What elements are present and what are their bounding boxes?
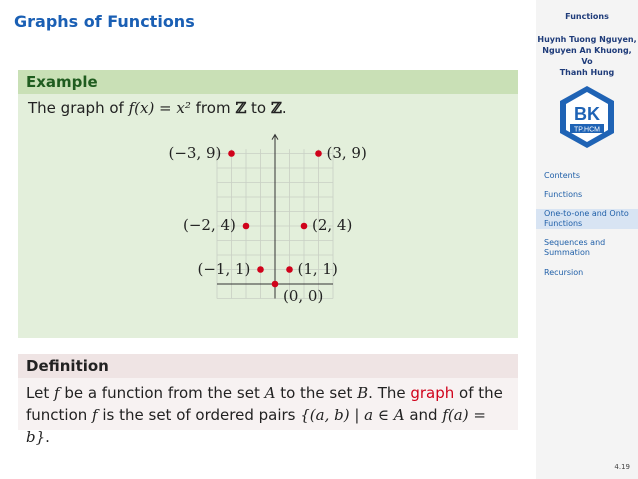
slide-title: Graphs of Functions xyxy=(14,12,195,31)
definition-line-1: Let f be a function from the set A to the set B. The graph of the xyxy=(26,384,503,402)
sidebar xyxy=(536,0,638,479)
graph-point xyxy=(272,281,279,288)
codomain-set: ℤ xyxy=(270,99,282,117)
sidebar-nav-item[interactable]: One-to-one and Onto Functions xyxy=(536,209,638,229)
graph-point xyxy=(286,266,293,273)
point-label: (0, 0) xyxy=(283,287,324,305)
example-text-end: . xyxy=(281,99,287,117)
graph-point xyxy=(257,266,264,273)
sidebar-nav-item[interactable]: Contents xyxy=(544,171,580,180)
page-number: 4.19 xyxy=(614,463,630,471)
point-label: (3, 9) xyxy=(326,143,367,162)
example-text-prefix: The graph of xyxy=(28,99,129,117)
sidebar-nav-item[interactable]: Recursion xyxy=(544,268,584,277)
example-header: Example xyxy=(18,70,518,94)
graph-term: graph xyxy=(410,384,455,402)
svg-text:TP.HCM: TP.HCM xyxy=(574,126,600,134)
graph-point xyxy=(243,223,250,230)
sidebar-authors: Huynh Tuong Nguyen, Nguyen An Khuong, Vo Thanh Hung xyxy=(537,35,637,77)
sidebar-nav-item[interactable]: Functions xyxy=(544,190,583,199)
point-label: (−2, 4) xyxy=(183,216,236,234)
graph-point xyxy=(301,223,308,230)
graph-point xyxy=(315,150,322,157)
domain-set: ℤ xyxy=(235,99,247,117)
point-label: (−1, 1) xyxy=(197,259,251,278)
function-expression: f(x) = x² xyxy=(128,99,191,117)
example-text-mid: from xyxy=(190,99,236,117)
definition-block xyxy=(18,354,518,446)
university-logo xyxy=(556,84,618,150)
point-label: (1, 1) xyxy=(297,259,338,278)
sidebar-nav-item[interactable]: Sequences and Summation xyxy=(544,238,606,257)
graph-point xyxy=(228,150,235,157)
point-label: (2, 4) xyxy=(312,216,353,234)
definition-line-2: function f is the set of ordered pairs {(a, b) | a ∈ A and f(a) = b}. xyxy=(26,406,486,446)
function-graph xyxy=(18,70,518,338)
definition-header: Definition xyxy=(18,354,518,378)
example-text-to: to xyxy=(246,99,271,117)
definition-text xyxy=(18,378,518,448)
sidebar-title: Functions xyxy=(565,12,609,21)
svg-text:BK: BK xyxy=(574,104,600,124)
point-label: (−3, 9) xyxy=(168,143,222,162)
example-block xyxy=(18,70,518,338)
